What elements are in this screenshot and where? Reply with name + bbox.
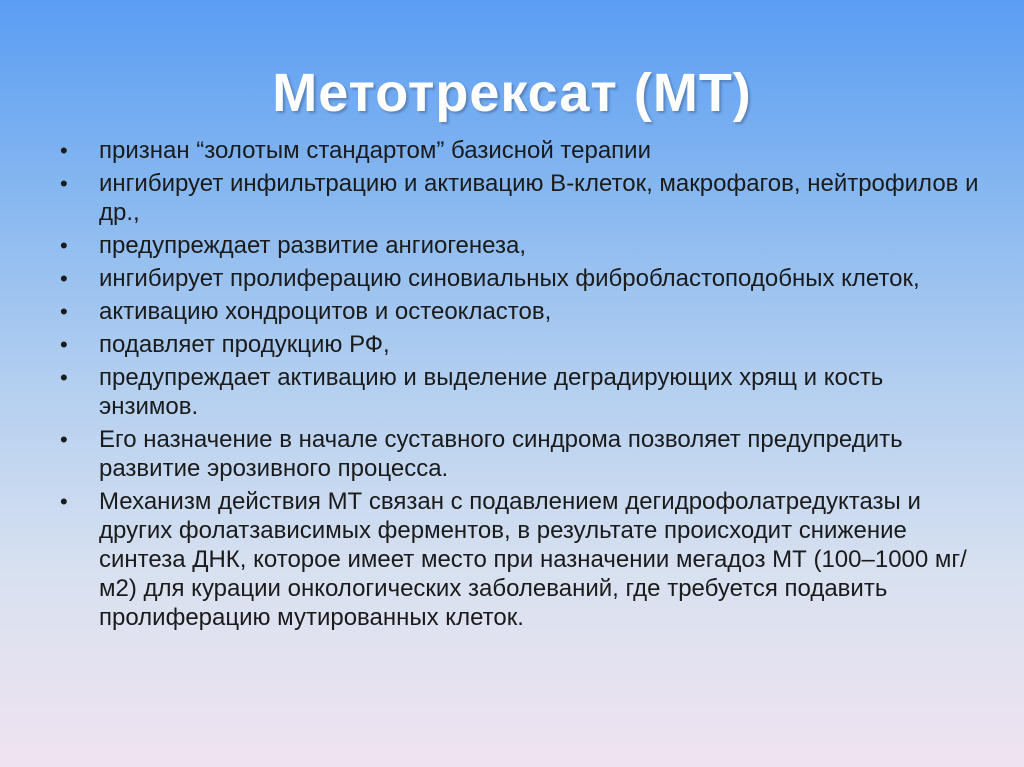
bullet-item	[60, 264, 980, 293]
slide-title: Метотрексат (МТ)	[272, 63, 752, 123]
bullet-text: ингибирует пролиферацию синовиальных фибробластоподобных клеток,	[99, 265, 920, 292]
bullet-list	[60, 136, 980, 636]
bullet-text: активацию хондроцитов и остеокластов,	[99, 298, 552, 325]
bullet-text: предупреждает активацию и выделение деградирующих хрящ и кость энзимов.	[99, 364, 884, 420]
bullet-dot-icon: •	[60, 365, 68, 390]
bullet-item	[60, 363, 980, 421]
bullet-text: признан “золотым стандартом” базисной терапии	[99, 137, 651, 164]
bullet-item	[60, 297, 980, 326]
bullet-dot-icon: •	[60, 266, 68, 291]
bullet-dot-icon: •	[60, 233, 68, 258]
bullet-text: Его назначение в начале суставного синдрома позволяет предупредить развитие эрозивного процесса.	[99, 426, 903, 482]
bullet-item	[60, 231, 980, 260]
bullet-dot-icon: •	[60, 299, 68, 324]
bullet-item	[60, 330, 980, 359]
bullet-item	[60, 169, 980, 227]
bullet-item	[60, 487, 980, 632]
bullet-dot-icon: •	[60, 171, 68, 196]
bullet-item	[60, 136, 980, 165]
bullet-dot-icon: •	[60, 489, 68, 514]
bullet-dot-icon: •	[60, 138, 68, 163]
bullet-text: Механизм действия МТ связан с подавлением дегидрофолатредуктазы и других фолатзависимых ферментов, в результате происходит снижение синтеза ДНК, которое имеет место при назначении мегадоз МТ (100–1000 мг/м2) для курации онкологических заболеваний, где требуется подавить пролиферацию мутированных клеток.	[99, 488, 967, 631]
bullet-item	[60, 425, 980, 483]
bullet-text: ингибирует инфильтрацию и активацию В-клеток, макрофагов, нейтрофилов и др.,	[99, 170, 979, 226]
bullet-dot-icon: •	[60, 427, 68, 452]
bullet-text: предупреждает развитие ангиогенеза,	[99, 232, 526, 259]
bullet-dot-icon: •	[60, 332, 68, 357]
bullet-text: подавляет продукцию РФ,	[99, 331, 390, 358]
